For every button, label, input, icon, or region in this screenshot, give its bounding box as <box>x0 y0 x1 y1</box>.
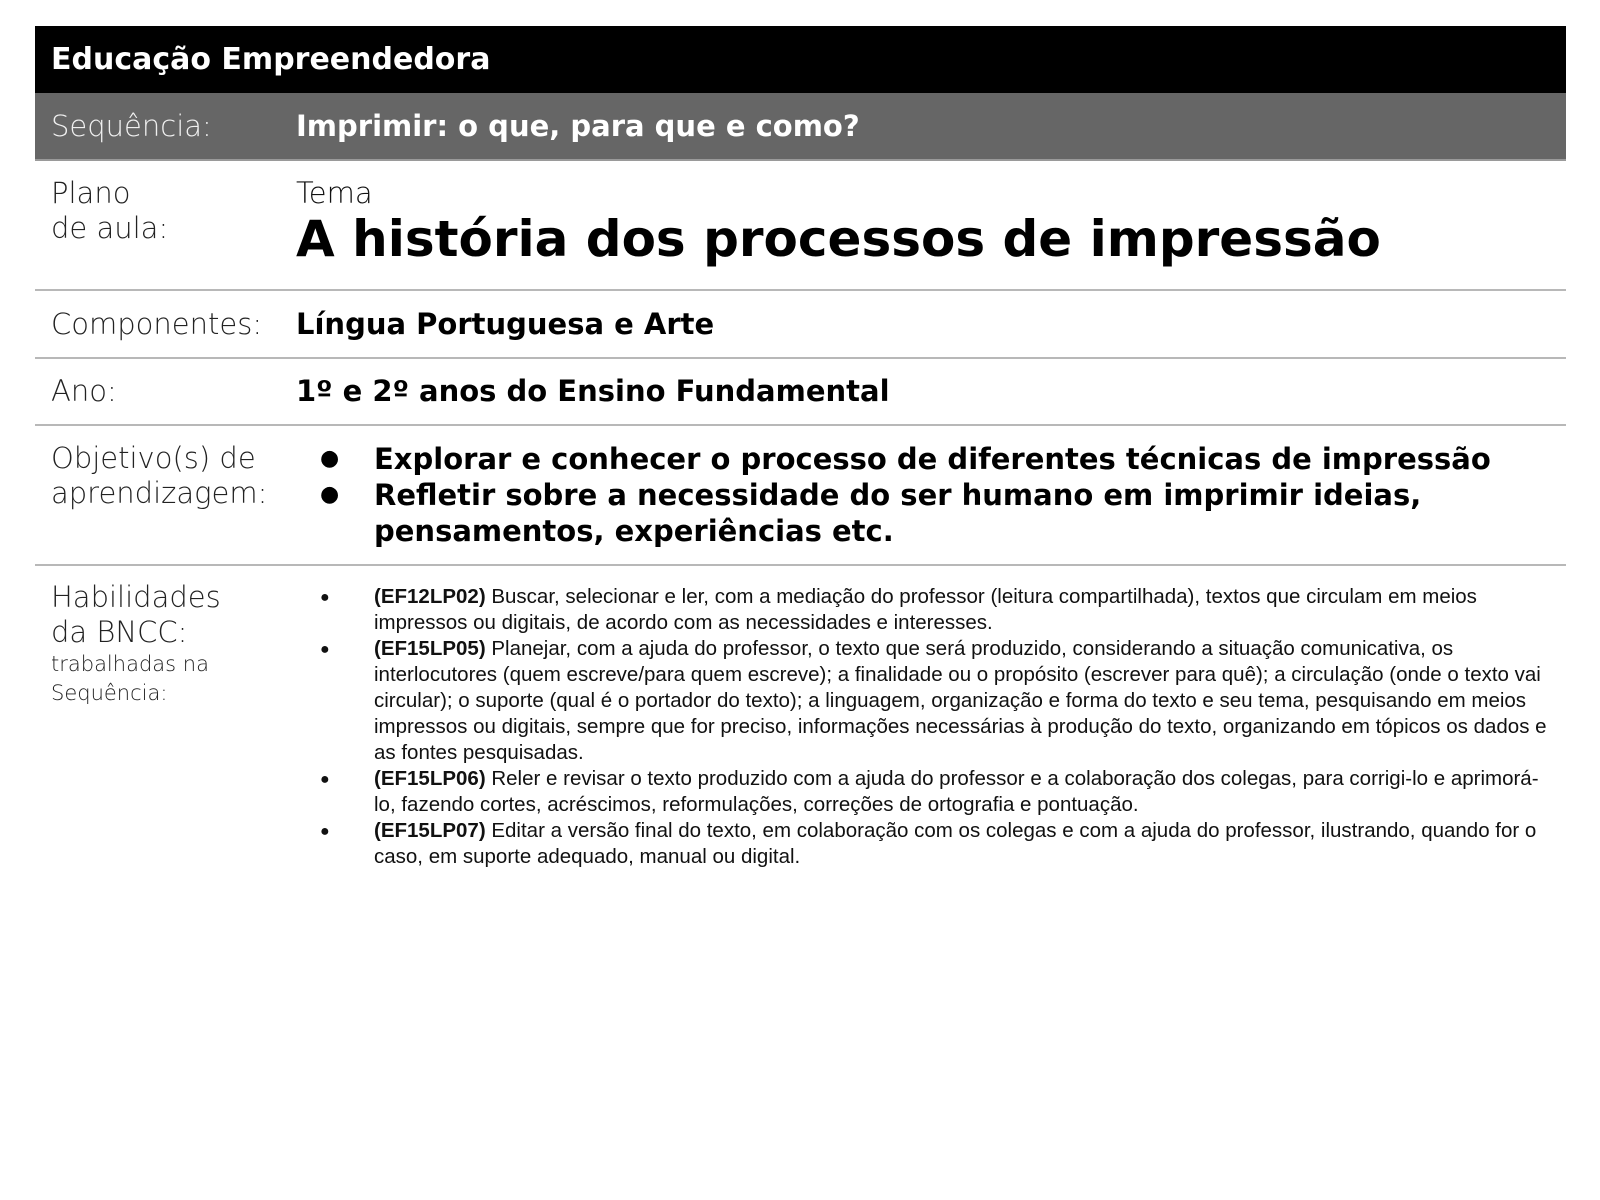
bullet-icon: ● <box>320 823 330 840</box>
list-item <box>296 477 1566 549</box>
objetivo-text: Explorar e conhecer o processo de diferentes técnicas de impressão <box>374 442 1491 476</box>
plano-label-line1: Plano <box>51 176 131 210</box>
sequencia-label: Sequência: <box>51 108 212 143</box>
plano-label <box>35 176 296 289</box>
lesson-plan-sheet <box>35 26 1566 870</box>
habilidades-sub-line2: Sequência: <box>51 681 168 705</box>
habilidades-value <box>296 580 1566 870</box>
plano-value <box>296 176 1566 289</box>
bullet-icon: ● <box>320 771 330 788</box>
tema-label: Tema <box>296 176 373 210</box>
habilidades-row <box>35 566 1566 870</box>
sequencia-value: Imprimir: o que, para que e como? <box>296 108 860 143</box>
list-item <box>296 441 1566 477</box>
objetivo-text: Refletir sobre a necessidade do ser humano em imprimir ideias, pensamentos, experiências etc. <box>374 478 1422 548</box>
skill-code: (EF15LP07) <box>374 819 486 842</box>
habilidades-label-line2: da BNCC: <box>51 615 188 649</box>
plano-label-line2: de aula: <box>51 211 169 245</box>
skill-code: (EF15LP05) <box>374 637 486 660</box>
sequencia-row <box>35 93 1566 161</box>
objetivos-list <box>296 441 1566 549</box>
skill-text: Planejar, com a ajuda do professor, o texto que será produzido, considerando a situação comunicativa, os interlocutores (quem escreve/para quem escreve); a finalidade ou o propósito (escrever para quê); a circulação (onde o texto vai circular); o suporte (qual é o portador do texto); a linguagem, organização e forma do texto e seu tema, pesquisando em meios impressos ou digitais, sempre que for preciso, informações necessárias à produção do texto, organizando em tópicos os dados e as fontes pesquisadas. <box>374 637 1547 764</box>
objetivos-label-line1: Objetivo(s) de <box>51 441 256 475</box>
objetivos-label-line2: aprendizagem: <box>51 476 268 510</box>
skill-code: (EF12LP02) <box>374 585 486 608</box>
habilidades-label <box>35 580 296 870</box>
plano-row <box>35 161 1566 291</box>
list-item <box>296 636 1566 766</box>
skill-text: Buscar, selecionar e ler, com a mediação do professor (leitura compartilhada), textos que circulam em meios impressos ou digitais, de acordo com as necessidades e interesses. <box>374 585 1477 634</box>
habilidades-list <box>296 584 1566 870</box>
skill-code: (EF15LP06) <box>374 767 486 790</box>
list-item <box>296 818 1566 870</box>
skill-text: Editar a versão final do texto, em colaboração com os colegas e com a ajuda do professor, ilustrando, quando for o caso, em suporte adequado, manual ou digital. <box>374 819 1537 868</box>
objetivos-row <box>35 426 1566 566</box>
bullet-icon: ● <box>320 641 330 658</box>
tema-title: A história dos processos de impressão <box>296 210 1381 268</box>
header-bar <box>35 26 1566 93</box>
skill-text: Reler e revisar o texto produzido com a ajuda do professor e a colaboração dos colegas, para corrigi-lo e aprimorá-lo, fazendo cortes, acréscimos, reformulações, correções de ortografia e pontuação. <box>374 767 1539 816</box>
bullet-icon: ● <box>320 482 340 507</box>
list-item <box>296 766 1566 818</box>
componentes-row <box>35 291 1566 359</box>
habilidades-sub-line1: trabalhadas na <box>51 652 209 676</box>
bullet-icon: ● <box>320 589 330 606</box>
bullet-icon: ● <box>320 446 340 471</box>
header-title: Educação Empreendedora <box>51 42 491 77</box>
objetivos-value <box>296 441 1566 564</box>
list-item <box>296 584 1566 636</box>
ano-row <box>35 359 1566 426</box>
ano-label: Ano: <box>51 374 117 408</box>
ano-value: 1º e 2º anos do Ensino Fundamental <box>296 374 890 408</box>
objetivos-label <box>35 441 296 564</box>
componentes-value: Língua Portuguesa e Arte <box>296 306 715 341</box>
habilidades-label-line1: Habilidades <box>51 580 221 614</box>
componentes-label: Componentes: <box>51 306 263 341</box>
